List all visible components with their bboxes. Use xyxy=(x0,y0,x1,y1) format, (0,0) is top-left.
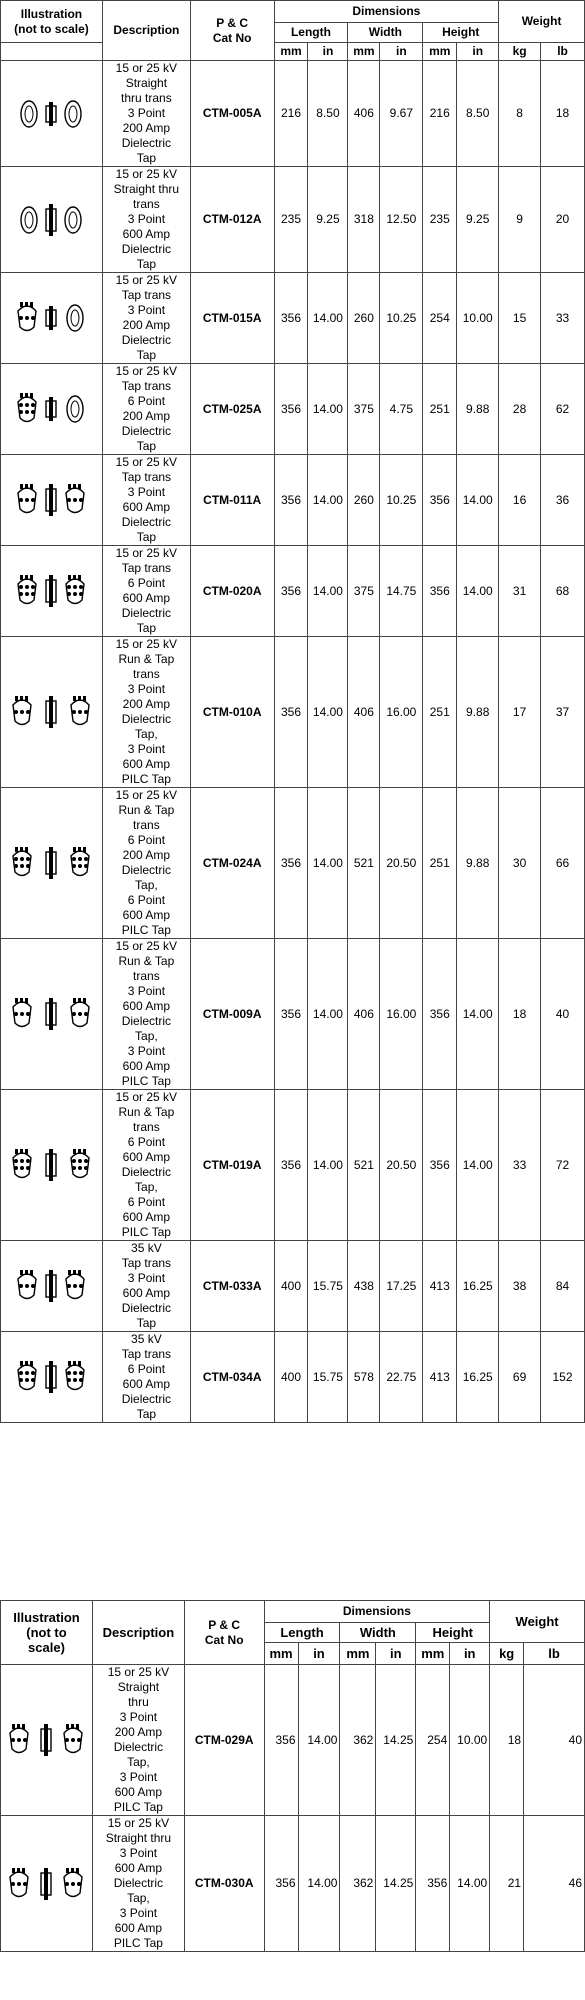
description-cell: 15 or 25 kV Run & Tap trans 3 Point 200 Amp Dielectric Tap, 3 Point 600 Amp PILC Tap xyxy=(102,637,190,788)
weight-kg-cell: 17 xyxy=(499,637,541,788)
length-mm-cell: 356 xyxy=(274,455,308,546)
weight-lb-cell: 40 xyxy=(541,939,585,1090)
weight-kg-cell: 69 xyxy=(499,1332,541,1423)
weight-kg-cell: 18 xyxy=(490,1665,524,1816)
weight-lb-cell: 33 xyxy=(541,273,585,364)
table-row xyxy=(1,788,585,939)
tap-6pt-600a-icon xyxy=(7,559,95,623)
table-row xyxy=(1,1090,585,1241)
length-in-cell: 14.00 xyxy=(308,637,348,788)
width-in-cell: 12.50 xyxy=(380,167,423,273)
length-in-cell: 14.00 xyxy=(308,788,348,939)
height-mm-cell: 356 xyxy=(416,1816,450,1952)
header-height: Height xyxy=(416,1623,490,1643)
table-row xyxy=(1,273,585,364)
height-mm-cell: 356 xyxy=(423,455,457,546)
height-mm-cell: 251 xyxy=(423,637,457,788)
weight-lb-cell: 37 xyxy=(541,637,585,788)
straight-3pt-600a-icon xyxy=(7,188,95,252)
tap-35kv-3pt-600a-icon xyxy=(7,1254,95,1318)
illustration-cell xyxy=(1,455,103,546)
catno-cell: CTM-034A xyxy=(190,1332,274,1423)
illustration-cell xyxy=(1,167,103,273)
illustration-cell xyxy=(1,1241,103,1332)
header-illustration: Illustration (not to scale) xyxy=(1,1601,93,1665)
height-in-cell: 10.00 xyxy=(450,1665,490,1816)
height-mm-cell: 251 xyxy=(423,364,457,455)
tap-35kv-6pt-600a-icon xyxy=(7,1345,95,1409)
height-in-cell: 8.50 xyxy=(457,61,499,167)
header-description: Description xyxy=(102,1,190,61)
table-row xyxy=(1,637,585,788)
header-catno: P & C Cat No xyxy=(184,1601,264,1665)
length-in-cell: 14.00 xyxy=(308,546,348,637)
width-in-cell: 14.25 xyxy=(376,1816,416,1952)
height-in-cell: 16.25 xyxy=(457,1332,499,1423)
straight-3pt-200a-icon xyxy=(7,82,95,146)
illustration-cell xyxy=(1,939,103,1090)
length-in-cell: 14.00 xyxy=(308,455,348,546)
header-height-mm: mm xyxy=(416,1643,450,1665)
weight-kg-cell: 21 xyxy=(490,1816,524,1952)
length-in-cell: 15.75 xyxy=(308,1332,348,1423)
length-in-cell: 14.00 xyxy=(308,364,348,455)
header-length-in: in xyxy=(308,43,348,61)
catno-cell: CTM-024A xyxy=(190,788,274,939)
catno-cell: CTM-030A xyxy=(184,1816,264,1952)
height-mm-cell: 356 xyxy=(423,939,457,1090)
header-description: Description xyxy=(92,1601,184,1665)
width-mm-cell: 578 xyxy=(348,1332,380,1423)
description-cell: 15 or 25 kV Straight thru trans 3 Point 600 Amp Dielectric Tap xyxy=(102,167,190,273)
length-in-cell: 14.00 xyxy=(308,1090,348,1241)
width-mm-cell: 406 xyxy=(348,61,380,167)
illustration-cell xyxy=(1,1665,93,1816)
illustration-cell xyxy=(1,364,103,455)
description-cell: 15 or 25 kV Run & Tap trans 6 Point 600 Amp Dielectric Tap, 6 Point 600 Amp PILC Tap xyxy=(102,1090,190,1241)
table-row xyxy=(1,1332,585,1423)
description-cell: 35 kV Tap trans 6 Point 600 Amp Dielectric Tap xyxy=(102,1332,190,1423)
length-mm-cell: 235 xyxy=(274,167,308,273)
header-weight: Weight xyxy=(490,1601,585,1643)
header-height-in: in xyxy=(450,1643,490,1665)
product-table-2 xyxy=(0,1600,585,1952)
width-in-cell: 17.25 xyxy=(380,1241,423,1332)
length-in-cell: 14.00 xyxy=(298,1665,340,1816)
width-mm-cell: 375 xyxy=(348,546,380,637)
header-height-in: in xyxy=(457,43,499,61)
header-height-mm: mm xyxy=(423,43,457,61)
catno-cell: CTM-005A xyxy=(190,61,274,167)
weight-lb-cell: 40 xyxy=(524,1665,585,1816)
catno-cell: CTM-020A xyxy=(190,546,274,637)
height-mm-cell: 216 xyxy=(423,61,457,167)
header-illustration: Illustration (not to scale) xyxy=(1,1,103,43)
width-mm-cell: 375 xyxy=(348,364,380,455)
catno-cell: CTM-011A xyxy=(190,455,274,546)
width-in-cell: 16.00 xyxy=(380,939,423,1090)
height-in-cell: 14.00 xyxy=(457,455,499,546)
weight-lb-cell: 66 xyxy=(541,788,585,939)
description-cell: 15 or 25 kV Straight thru 3 Point 600 Amp Dielectric Tap, 3 Point 600 Amp PILC Tap xyxy=(92,1816,184,1952)
width-mm-cell: 521 xyxy=(348,1090,380,1241)
length-mm-cell: 356 xyxy=(274,273,308,364)
width-in-cell: 16.00 xyxy=(380,637,423,788)
weight-lb-cell: 46 xyxy=(524,1816,585,1952)
width-mm-cell: 362 xyxy=(340,1816,376,1952)
height-mm-cell: 254 xyxy=(423,273,457,364)
length-in-cell: 14.00 xyxy=(308,273,348,364)
catno-cell: CTM-019A xyxy=(190,1090,274,1241)
width-in-cell: 20.50 xyxy=(380,788,423,939)
description-cell: 15 or 25 kV Tap trans 6 Point 200 Amp Dielectric Tap xyxy=(102,364,190,455)
length-in-cell: 14.00 xyxy=(308,939,348,1090)
straight-run-tap-3pt-600a-icon xyxy=(2,1852,90,1916)
description-cell: 15 or 25 kV Tap trans 3 Point 600 Amp Dielectric Tap xyxy=(102,455,190,546)
illustration-cell xyxy=(1,1332,103,1423)
description-cell: 15 or 25 kV Straight thru trans 3 Point 200 Amp Dielectric Tap xyxy=(102,61,190,167)
table-row xyxy=(1,1665,585,1816)
weight-kg-cell: 31 xyxy=(499,546,541,637)
header-length-in: in xyxy=(298,1643,340,1665)
table-row xyxy=(1,1816,585,1952)
header-length-mm: mm xyxy=(274,43,308,61)
run-tap-6pt-600a-icon xyxy=(7,1133,95,1197)
header-width: Width xyxy=(340,1623,416,1643)
weight-kg-cell: 15 xyxy=(499,273,541,364)
length-in-cell: 14.00 xyxy=(298,1816,340,1952)
description-cell: 15 or 25 kV Run & Tap trans 3 Point 600 Amp Dielectric Tap, 3 Point 600 Amp PILC Tap xyxy=(102,939,190,1090)
weight-kg-cell: 33 xyxy=(499,1090,541,1241)
length-in-cell: 15.75 xyxy=(308,1241,348,1332)
height-mm-cell: 254 xyxy=(416,1665,450,1816)
illustration-cell xyxy=(1,61,103,167)
width-in-cell: 4.75 xyxy=(380,364,423,455)
weight-kg-cell: 30 xyxy=(499,788,541,939)
header-width-mm: mm xyxy=(348,43,380,61)
weight-lb-cell: 84 xyxy=(541,1241,585,1332)
weight-lb-cell: 68 xyxy=(541,546,585,637)
length-mm-cell: 356 xyxy=(274,1090,308,1241)
table-row xyxy=(1,939,585,1090)
height-mm-cell: 356 xyxy=(423,1090,457,1241)
height-mm-cell: 413 xyxy=(423,1241,457,1332)
width-in-cell: 22.75 xyxy=(380,1332,423,1423)
illustration-cell xyxy=(1,273,103,364)
height-in-cell: 14.00 xyxy=(457,939,499,1090)
length-mm-cell: 356 xyxy=(264,1816,298,1952)
height-in-cell: 9.88 xyxy=(457,637,499,788)
height-mm-cell: 251 xyxy=(423,788,457,939)
length-in-cell: 8.50 xyxy=(308,61,348,167)
height-in-cell: 14.00 xyxy=(457,546,499,637)
catno-cell: CTM-009A xyxy=(190,939,274,1090)
height-mm-cell: 413 xyxy=(423,1332,457,1423)
catno-cell: CTM-033A xyxy=(190,1241,274,1332)
weight-lb-cell: 72 xyxy=(541,1090,585,1241)
description-cell: 15 or 25 kV Run & Tap trans 6 Point 200 Amp Dielectric Tap, 6 Point 600 Amp PILC Tap xyxy=(102,788,190,939)
weight-lb-cell: 152 xyxy=(541,1332,585,1423)
header-length-mm: mm xyxy=(264,1643,298,1665)
straight-run-tap-3pt-200a-icon xyxy=(2,1708,90,1772)
description-cell: 35 kV Tap trans 3 Point 600 Amp Dielectric Tap xyxy=(102,1241,190,1332)
catno-cell: CTM-012A xyxy=(190,167,274,273)
length-mm-cell: 356 xyxy=(274,939,308,1090)
table-row xyxy=(1,455,585,546)
weight-lb-cell: 20 xyxy=(541,167,585,273)
tap-3pt-200a-icon xyxy=(7,286,95,350)
illustration-cell xyxy=(1,1090,103,1241)
height-mm-cell: 356 xyxy=(423,546,457,637)
header-height: Height xyxy=(423,23,499,43)
table-row xyxy=(1,546,585,637)
width-mm-cell: 438 xyxy=(348,1241,380,1332)
run-tap-6pt-200a-icon xyxy=(7,831,95,895)
height-mm-cell: 235 xyxy=(423,167,457,273)
table-row xyxy=(1,61,585,167)
header-width-mm: mm xyxy=(340,1643,376,1665)
table-row xyxy=(1,1241,585,1332)
width-in-cell: 20.50 xyxy=(380,1090,423,1241)
table-row xyxy=(1,364,585,455)
width-mm-cell: 406 xyxy=(348,939,380,1090)
header-weight-kg: kg xyxy=(499,43,541,61)
catno-cell: CTM-025A xyxy=(190,364,274,455)
catno-cell: CTM-015A xyxy=(190,273,274,364)
height-in-cell: 10.00 xyxy=(457,273,499,364)
length-mm-cell: 356 xyxy=(264,1665,298,1816)
illustration-cell xyxy=(1,1816,93,1952)
header-length: Length xyxy=(274,23,348,43)
header-catno: P & C Cat No xyxy=(190,1,274,61)
length-mm-cell: 356 xyxy=(274,788,308,939)
length-mm-cell: 400 xyxy=(274,1241,308,1332)
length-mm-cell: 356 xyxy=(274,546,308,637)
header-length: Length xyxy=(264,1623,340,1643)
table-row xyxy=(1,167,585,273)
weight-kg-cell: 28 xyxy=(499,364,541,455)
width-mm-cell: 406 xyxy=(348,637,380,788)
description-cell: 15 or 25 kV Tap trans 3 Point 200 Amp Dielectric Tap xyxy=(102,273,190,364)
height-in-cell: 16.25 xyxy=(457,1241,499,1332)
tap-6pt-200a-icon xyxy=(7,377,95,441)
width-mm-cell: 362 xyxy=(340,1665,376,1816)
height-in-cell: 14.00 xyxy=(457,1090,499,1241)
header-dimensions: Dimensions xyxy=(274,1,499,23)
illustration-cell xyxy=(1,788,103,939)
weight-lb-cell: 36 xyxy=(541,455,585,546)
weight-lb-cell: 18 xyxy=(541,61,585,167)
width-mm-cell: 260 xyxy=(348,455,380,546)
width-in-cell: 10.25 xyxy=(380,455,423,546)
header-illustration-spacer xyxy=(1,43,103,61)
weight-kg-cell: 8 xyxy=(499,61,541,167)
height-in-cell: 9.88 xyxy=(457,788,499,939)
weight-kg-cell: 16 xyxy=(499,455,541,546)
header-width-in: in xyxy=(376,1643,416,1665)
illustration-cell xyxy=(1,637,103,788)
width-mm-cell: 318 xyxy=(348,167,380,273)
width-in-cell: 10.25 xyxy=(380,273,423,364)
length-mm-cell: 216 xyxy=(274,61,308,167)
header-width-in: in xyxy=(380,43,423,61)
length-mm-cell: 356 xyxy=(274,364,308,455)
weight-lb-cell: 62 xyxy=(541,364,585,455)
width-in-cell: 9.67 xyxy=(380,61,423,167)
width-mm-cell: 521 xyxy=(348,788,380,939)
header-weight-lb: lb xyxy=(541,43,585,61)
weight-kg-cell: 38 xyxy=(499,1241,541,1332)
height-in-cell: 9.25 xyxy=(457,167,499,273)
length-mm-cell: 356 xyxy=(274,637,308,788)
description-cell: 15 or 25 kV Tap trans 6 Point 600 Amp Dielectric Tap xyxy=(102,546,190,637)
run-tap-3pt-200a-icon xyxy=(7,680,95,744)
width-in-cell: 14.25 xyxy=(376,1665,416,1816)
height-in-cell: 9.88 xyxy=(457,364,499,455)
catno-cell: CTM-010A xyxy=(190,637,274,788)
header-weight-lb: lb xyxy=(524,1643,585,1665)
width-mm-cell: 260 xyxy=(348,273,380,364)
weight-kg-cell: 9 xyxy=(499,167,541,273)
width-in-cell: 14.75 xyxy=(380,546,423,637)
weight-kg-cell: 18 xyxy=(499,939,541,1090)
description-cell: 15 or 25 kV Straight thru 3 Point 200 Amp Dielectric Tap, 3 Point 600 Amp PILC Tap xyxy=(92,1665,184,1816)
length-mm-cell: 400 xyxy=(274,1332,308,1423)
header-weight: Weight xyxy=(499,1,585,43)
header-dimensions: Dimensions xyxy=(264,1601,490,1623)
header-width: Width xyxy=(348,23,423,43)
run-tap-3pt-600a-icon xyxy=(7,982,95,1046)
height-in-cell: 14.00 xyxy=(450,1816,490,1952)
tap-3pt-600a-icon xyxy=(7,468,95,532)
catno-cell: CTM-029A xyxy=(184,1665,264,1816)
length-in-cell: 9.25 xyxy=(308,167,348,273)
header-weight-kg: kg xyxy=(490,1643,524,1665)
illustration-cell xyxy=(1,546,103,637)
